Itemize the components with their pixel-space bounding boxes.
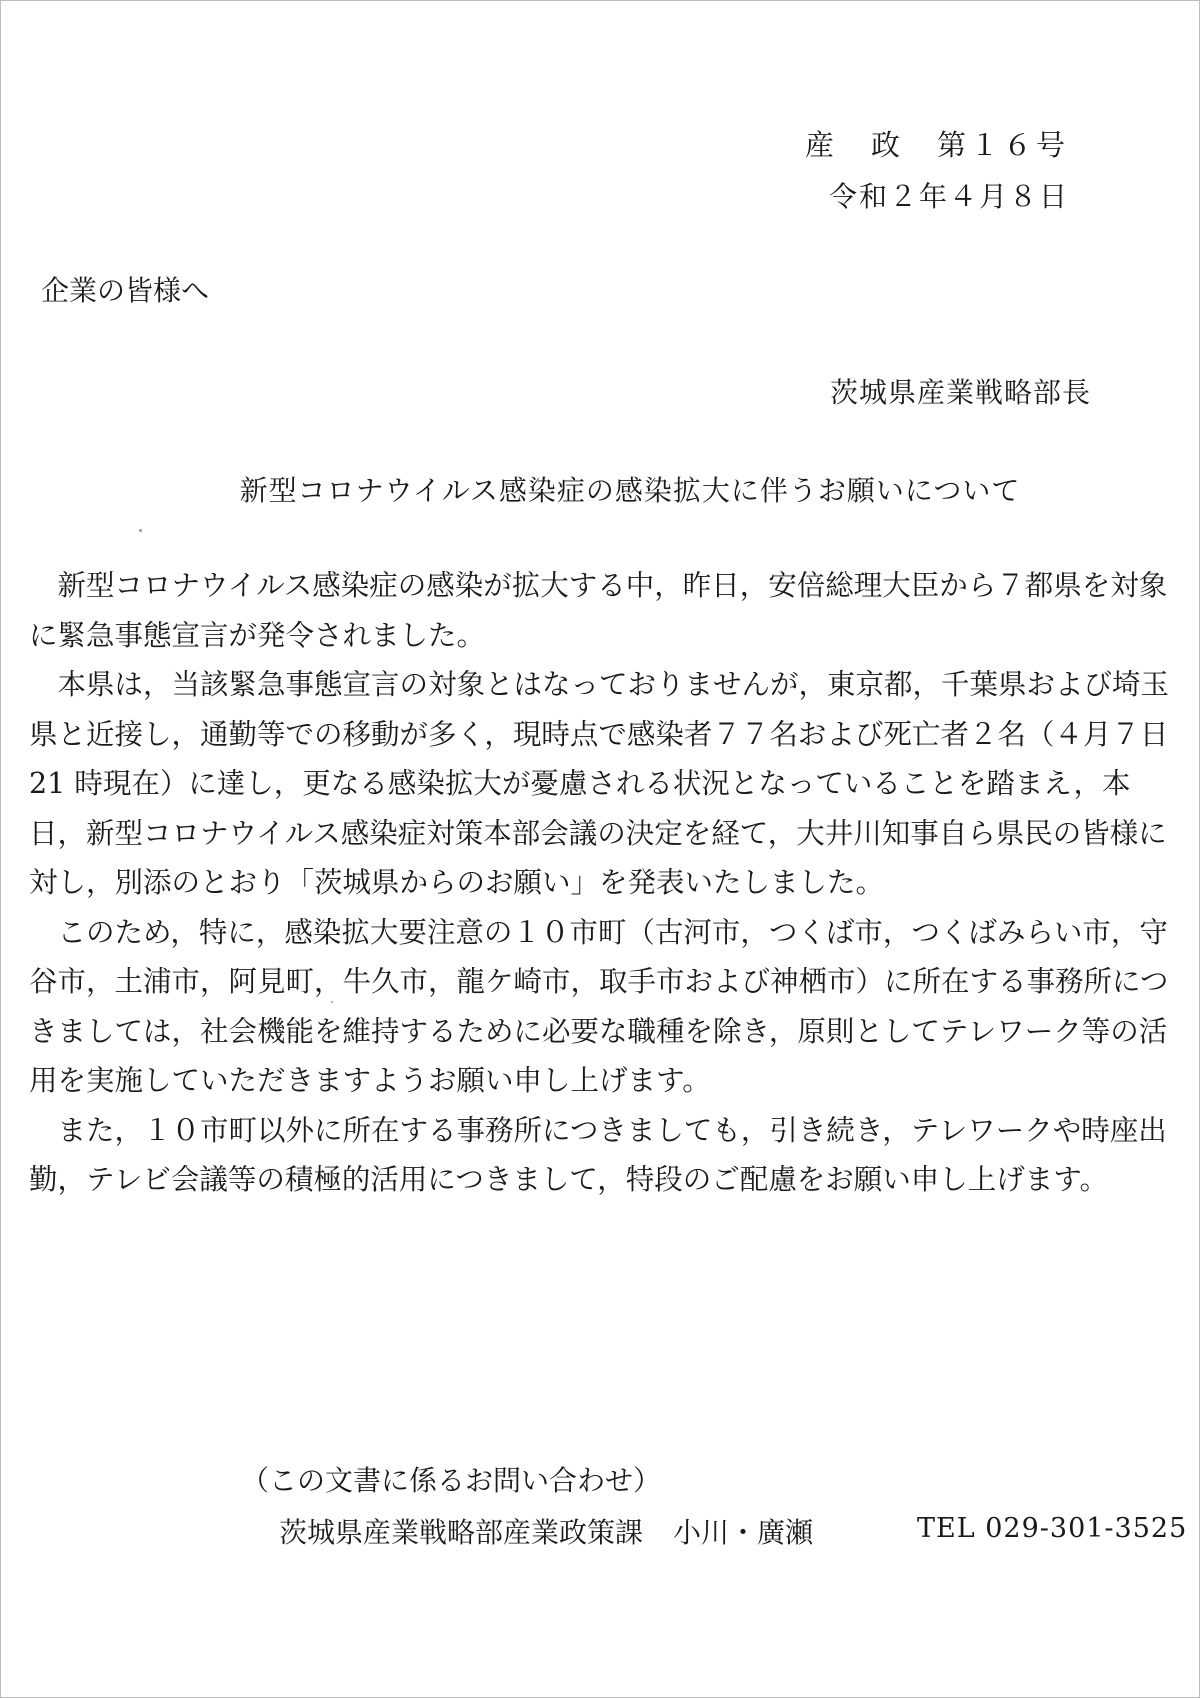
body-paragraph: このため，特に，感染拡大要注意の１０市町（古河市，つくば市，つくばみらい市，守谷市，土浦市，阿見町，牛久市，龍ケ崎市，取手市および神栖市）に所在する事務所につきましては，社会機能を維持するために必要な職種を除き，原則としてテレワーク等の活用を実施していただきますようお願い申し上げます。	[29, 915, 1169, 1097]
sender: 茨城県産業戦略部長	[829, 376, 1091, 409]
document-number: 産 政 第１６号	[804, 128, 1069, 162]
document-subject: 新型コロナウイルス感染症の感染拡大に伴うお願いについて	[239, 474, 1021, 507]
scan-speck	[139, 529, 142, 532]
contact-info	[279, 1511, 813, 1551]
body-paragraph: 本県は，当該緊急事態宣言の対象とはなっておりませんが，東京都，千葉県および埼玉県と近接し，通勤等での移動が多く，現時点で感染者７７名および死亡者２名（４月７日 21 時現在）に達し，更なる感染拡大が憂慮される状況となっていることを踏まえ，本日，新型コロナウイルス感染症対策本部会議の決定を経て，大井川知事自ら県民の皆様に対し，別添のとおり「茨城県からのお願い」を発表いたしました。	[29, 668, 1170, 899]
scan-speck	[331, 1001, 333, 1003]
addressee: 企業の皆様へ	[41, 274, 210, 307]
body-paragraph: 新型コロナウイルス感染症の感染が拡大する中，昨日，安倍総理大臣から７都県を対象に緊急事態宣言が発令されました。	[29, 569, 1168, 652]
body-paragraph: また，１０市町以外に所在する事務所につきましても，引き続き，テレワークや時座出勤，テレビ会議等の積極的活用につきまして，特段のご配慮をお願い申し上げます。	[29, 1113, 1167, 1196]
contact-department: 茨城県産業戦略部産業政策課	[279, 1516, 644, 1549]
document-date: 令和２年４月８日	[828, 180, 1069, 213]
contact-tel: TEL 029-301-3525	[917, 1513, 1188, 1544]
contact-persons: 小川・廣瀬	[673, 1516, 814, 1549]
document-body	[29, 561, 1179, 1205]
contact-heading: （この文書に係るお問い合わせ）	[241, 1464, 662, 1497]
